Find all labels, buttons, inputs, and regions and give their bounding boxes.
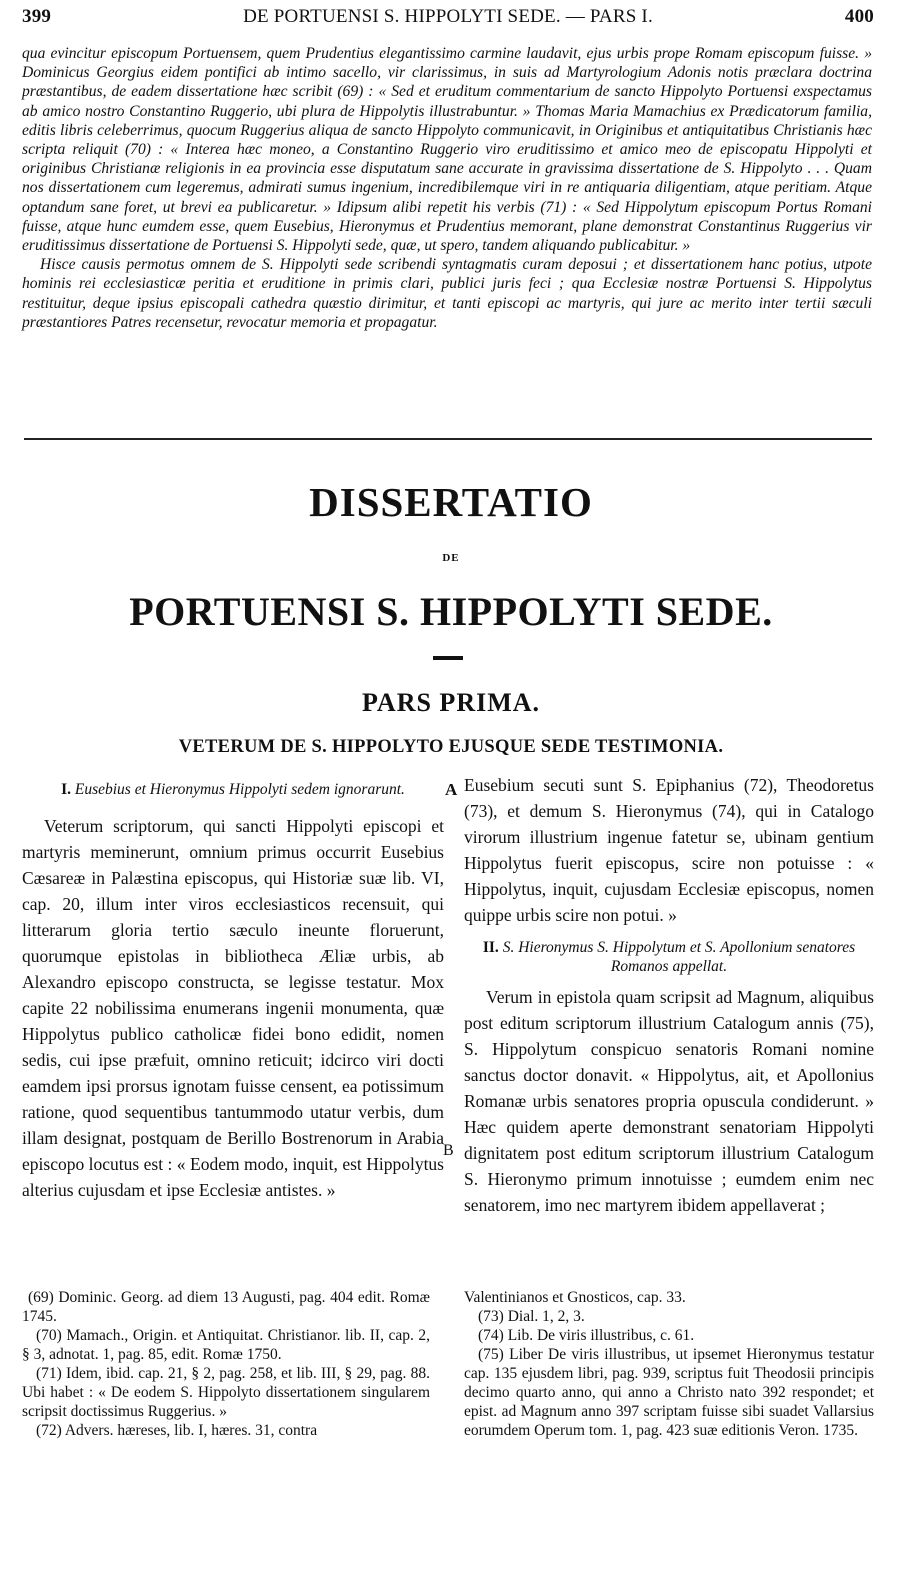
footnote-72: (72) Advers. hæreses, lib. I, hæres. 31, contra — [36, 1422, 318, 1439]
footnotes-left — [22, 1288, 430, 1440]
footnote-73: (73) Dial. 1, 2, 3. — [478, 1308, 585, 1325]
part-heading: PARS PRIMA. — [361, 688, 541, 717]
section-number-2: II. — [482, 939, 499, 956]
footnote-69: (69) Dominic. Georg. ad diem 13 Augusti, pag. 404 edit. Romæ 1745. — [22, 1289, 430, 1325]
title-dissertatio: DISSERTATIO — [309, 479, 593, 525]
left-column — [22, 780, 444, 1203]
section-title-1: Eusebius et Hieronymus Hippolyti sedem ignorarunt. — [74, 781, 405, 798]
footnote-70: (70) Mamach., Origin. et Antiquitat. Christianor. lib. II, cap. 2, § 3, adnotat. 1, pag. 85, edit. Romæ 1750. — [22, 1327, 430, 1363]
footnote-74: (74) Lib. De viris illustribus, c. 61. — [478, 1327, 695, 1344]
title-de: DE — [442, 552, 460, 564]
right-body-paragraph-2: Verum in epistola quam scripsit ad Magnum, aliquibus post editum scriptorum illustrium Catalogum annis (75), S. Hippolytum conspicuo senatoris Romani nomine sanctus doctor donavit. « Hippolytus, ait, et Apollonius Romanæ urbis senatores propria opuscula condiderunt. » Hæc quidem aperte demonstrant senatoriam Hippolyti dignitatem post editum scriptorum illustrium Catalogum S. Hieronymo primum innotuisse ; eumdem enim nec senatorem, imo nec martyrem ibidem appellaverat ; — [464, 987, 874, 1215]
footnote-72-continued: Valentinianos et Gnosticos, cap. 33. — [464, 1289, 686, 1306]
right-column — [464, 772, 874, 1218]
intro-text — [22, 44, 872, 332]
running-title: DE PORTUENSI S. HIPPOLYTI SEDE. — PARS I. — [243, 6, 653, 27]
section-heading-2 — [464, 938, 874, 976]
title-dash — [433, 656, 463, 660]
running-head — [22, 6, 874, 34]
intro-paragraph-1: qua evincitur episcopum Portuensem, quem Prudentius elegantissimo carmine laudavit, ejus urbis prope Romam episcopum fuisse. » Dominicus Georgius eidem pontifici ab intimo sacello, vir clarissimus, in suis ad Martyrologium Adonis notis præclara doctrina præstantibus, de eadem dissertatione hæc scribit (69) : « Sed et eruditum commentarium de sancto Hippolyto Portuensi exspectamus ab amico nostro Constantino Ruggerio, ubi plura de Hippolytis illustrabuntur. » Thomas Maria Mamachius ex Prædicatorum familia, editis libris celeberrimus, quocum Ruggerius aliqua de sancto Hippolyto communicavit, in Originibus et antiquitatibus Christianis hæc scripta reliquit (70) : « Interea hæc moneo, a Constantino Ruggerio viro eruditissimo et amico meo de episcopatu Hippolyti et originibus Christianæ religionis in ea provincia esse disputatum sane accurate in gravissima dissertatione de S. Hippolyto . . . Quam nos dissertationem cum legeremus, admirati sumus ingenium, incredibilemque viri in re antiquaria diligentiam, atque peritiam. Atque optandum sane foret, ut brevi ea publicaretur. » Idipsum alibi repetit his verbis (71) : « Sed Hippolytum episcopum Portus Romani fuisse, atque hunc eumdem esse, quem Eusebius, Hieronymus et Prudentius memorant, plane demonstrat Constantinus Ruggerius vir eruditissimus dissertatione de Portuensi S. Hippolyti sede, quæ, ut spero, tandem aliquando publicabitur. » — [22, 45, 872, 255]
margin-letter-a: A — [445, 780, 458, 799]
section-number-1: I. — [61, 781, 71, 798]
intro-paragraph-2: Hisce causis permotus omnem de S. Hippolyti sede scribendi syntagmatis curam deposui ; et dissertationem hanc potius, utpote hominis rei ecclesiasticæ peritia et eruditione in primis clari, publici juris feci ; qua Ecclesiæ nostræ Portuensi S. Hippolytus restituitur, deque ipsius episcopali cathedra quæstio dirimitur, et tanti episcopi ac martyris, qui jure ac merito inter tertii sæculi præstantiores Patres recensetur, revocatur memoria et propagatur. — [22, 256, 872, 331]
section-heading-1 — [22, 780, 444, 799]
left-body-paragraph: Veterum scriptorum, qui sancti Hippolyti episcopi et martyris meminerunt, omnium primus occurrit Eusebius Cæsareæ in Palæstina episcopus, qui Historiæ suæ lib. VI, cap. 20, illum inter viros ecclesiasticos recensuit, qui litterarum gloria tertio sæculo ineunte floruerunt, quorumque epistolas in bibliotheca Æliæ urbis, ab Alexandro episcopo constructa, se legisse testatur. Mox capite 22 nobilissima enumerans ingenii monumenta, quæ Hippolytus publico catholicæ fidei bono edidit, nomen sedis, cui ipse præfuit, omnino reticuit; idcirco viri docti eamdem ipsi prorsus ignotam fuisse censent, ea potissimum ratione, quod sequentibus tantummodo utatur verbis, dum illam designat, postquam de Berillo Bostrenorum in Arabia episcopo locutus est : « Eodem modo, inquit, est Hippolytus alterius cujusdam et ipse Ecclesiæ antistes. » — [22, 816, 444, 1200]
title-sede: PORTUENSI S. HIPPOLYTI SEDE. — [129, 589, 773, 634]
page-number-right: 400 — [844, 6, 874, 27]
section-divider — [24, 438, 872, 440]
margin-letter-b: B — [443, 1142, 454, 1159]
footnote-71: (71) Idem, ibid. cap. 21, § 2, pag. 258, et lib. III, § 29, pag. 88. Ubi habet : « De eodem S. Hippolyto dissertationem singularem scripsit doctissimus Ruggerius. » — [22, 1365, 430, 1420]
right-body-paragraph-1: Eusebium secuti sunt S. Epiphanius (72), Theodoretus (73), et demum S. Hieronymus (74), qui in Catalogo virorum illustrium ingenue fatetur se, ubinam gentium Hippolytus fuerit episcopus, scire non potuisse : « Hippolytus, inquit, cujusdam Ecclesiæ episcopus, nomen quippe urbis scire non potui. » — [464, 775, 874, 925]
page-number-left: 399 — [22, 6, 52, 27]
part-subtitle: VETERUM DE S. HIPPOLYTO EJUSQUE SEDE TESTIMONIA. — [178, 737, 724, 757]
section-title-2: S. Hieronymus S. Hippolytum et S. Apollonium senatores Romanos appellat. — [502, 939, 856, 975]
footnote-75: (75) Liber De viris illustribus, ut ipsemet Hieronymus testatur cap. 135 ejusdem libri, pag. 939, scriptus fuit Theodosii principis decimo quarto anno, qui anno a Christo nato 392 respondet; et epist. ad Magnum anno 397 scriptam fuisse sibi suadet Vallarsius eorumdem Operum tom. 1, pag. 423 suæ editionis Veron. 1735. — [464, 1346, 874, 1439]
footnotes-right — [464, 1288, 874, 1440]
